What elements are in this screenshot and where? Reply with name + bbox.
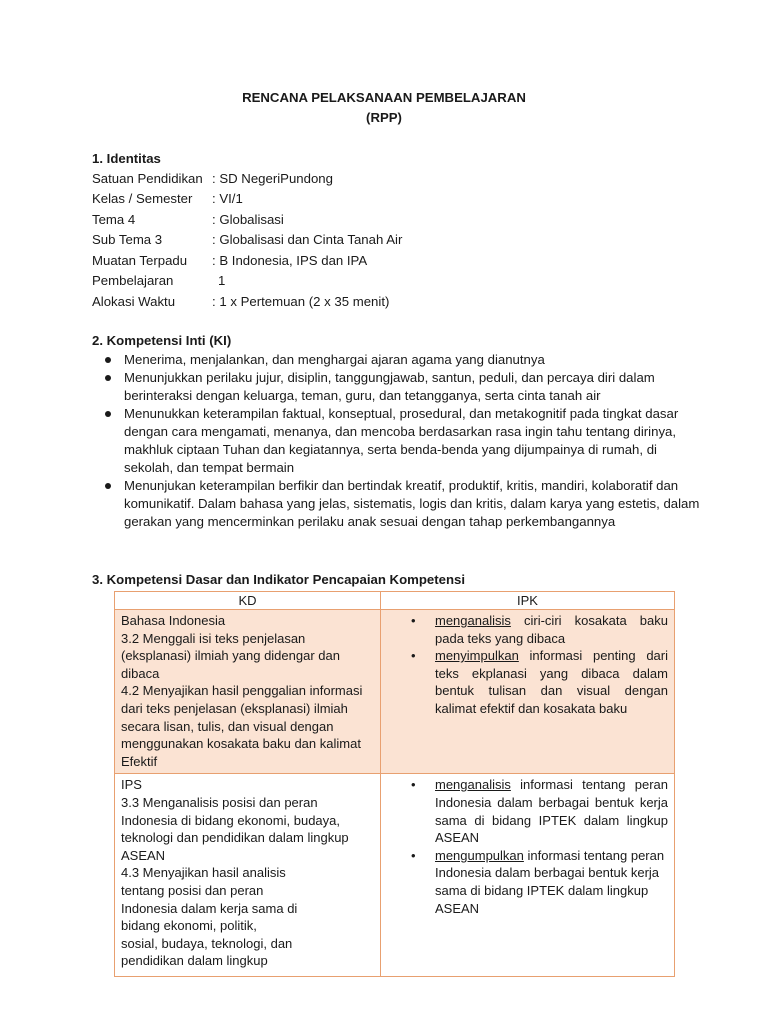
- section-heading-identitas: 1. Identitas: [92, 151, 161, 166]
- bullet-icon: [105, 375, 111, 381]
- list-item: Menunjukan keterampilan berfikir dan bertindak kreatif, produktif, kritis, mandiri, kolaboratif dan komunikatif. Dalam bahasa yang jelas, sistematis, logis dan kritis, dalam karya yang estetis, dalam gerakan yang mencerminkan perilaku anak sesuai dengan tahap perkembangannya: [92, 477, 702, 531]
- table-row: [115, 610, 675, 774]
- bullet-icon: [105, 357, 111, 363]
- section-heading-kd: 3. Kompetensi Dasar dan Indikator Pencapaian Kompetensi: [92, 572, 466, 587]
- identitas-label: Satuan Pendidikan: [92, 171, 203, 186]
- bullet-icon: •: [411, 777, 416, 793]
- identitas-label: Pembelajaran: [92, 273, 174, 288]
- identitas-label: Sub Tema 3: [92, 232, 163, 247]
- column-header-ipk: IPK: [381, 592, 675, 610]
- column-header-kd: KD: [115, 592, 381, 610]
- bullet-icon: •: [411, 648, 416, 664]
- kd-ipk-table: [114, 591, 675, 977]
- identitas-label: Kelas / Semester: [92, 191, 193, 206]
- list-item: • menganalisis informasi tentang peran Indonesia dalam berbagai bentuk kerja sama di bidang IPTEK dalam lingkup ASEAN: [411, 777, 668, 846]
- list-item: • menganalisis ciri-ciri kosakata baku pada teks yang dibaca: [411, 613, 668, 646]
- bullet-icon: [105, 483, 111, 489]
- bullet-icon: •: [411, 613, 416, 628]
- list-item: • menyimpulkan informasi penting dari teks ekplanasi yang dibaca dalam bentuk tulisan dan visual dengan kalimat efektif dan kosakata baku: [411, 648, 668, 716]
- identitas-value: : 1 x Pertemuan (2 x 35 menit): [212, 294, 390, 309]
- ipk-cell: [381, 610, 675, 774]
- ipk-cell: [381, 774, 675, 977]
- list-item: Menunjukkan perilaku jujur, disiplin, tanggungjawab, santun, peduli, dan percaya diri dalam berinteraksi dengan keluarga, teman, guru, dan tetangganya, serta cinta tanah air: [92, 369, 702, 405]
- bullet-icon: [105, 411, 111, 417]
- document-subtitle: (RPP): [366, 110, 402, 125]
- ipk-list: [387, 776, 668, 917]
- identitas-value: : Globalisasi: [212, 212, 284, 227]
- section-heading-ki: 2. Kompetensi Inti (KI): [92, 333, 232, 348]
- table-row: [115, 774, 675, 977]
- table-header-row: [115, 592, 675, 610]
- ki-list: [92, 351, 702, 531]
- document-title: RENCANA PELAKSANAAN PEMBELAJARAN: [242, 90, 526, 105]
- bullet-icon: •: [411, 847, 416, 863]
- identitas-value: : B Indonesia, IPS dan IPA: [212, 253, 368, 268]
- kd-cell: Bahasa Indonesia 3.2 Menggali isi teks penjelasan (eksplanasi) ilmiah yang didengar dan dibaca 4.2 Menyajikan hasil penggalian informasi dari teks penjelasan (eksplanasi) ilmiah secara lisan, tulis, dan visual dengan menggunakan kosakata baku dan kalimat Efektif: [115, 610, 381, 774]
- list-item: • mengumpulkan informasi tentang peran Indonesia dalam berbagai bentuk kerja sama di bidang IPTEK dalam lingkup ASEAN: [411, 847, 665, 916]
- identitas-value: : SD NegeriPundong: [212, 171, 333, 186]
- kd-cell: IPS 3.3 Menganalisis posisi dan peran Indonesia di bidang ekonomi, budaya, teknologi dan pendidikan dalam lingkup ASEAN 4.3 Menyajikan hasil analisis tentang posisi dan peran Indonesia dalam kerja sama di bidang ekonomi, politik, sosial, budaya, teknologi, dan pendidikan dalam lingkup: [115, 774, 381, 977]
- identitas-label: Muatan Terpadu: [92, 253, 188, 268]
- ipk-list: [387, 612, 668, 718]
- list-item: Menerima, menjalankan, dan menghargai ajaran agama yang dianutnya: [92, 351, 702, 369]
- identitas-value: : VI/1: [212, 191, 243, 206]
- identitas-value: 1: [218, 273, 226, 288]
- list-item: Menunukkan keterampilan faktual, konseptual, prosedural, dan metakognitif pada tingkat dasar dengan cara mengamati, menanya, dan mencoba berdasarkan rasa ingin tahu tentang dirinya, makhluk ciptaan Tuhan dan kegiatannya, serta benda-benda yang dijumpainya di rumah, di sekolah, dan tempat bermain: [92, 405, 702, 477]
- identitas-value: : Globalisasi dan Cinta Tanah Air: [212, 232, 403, 247]
- identitas-label: Alokasi Waktu: [92, 294, 176, 309]
- identitas-label: Tema 4: [92, 212, 136, 227]
